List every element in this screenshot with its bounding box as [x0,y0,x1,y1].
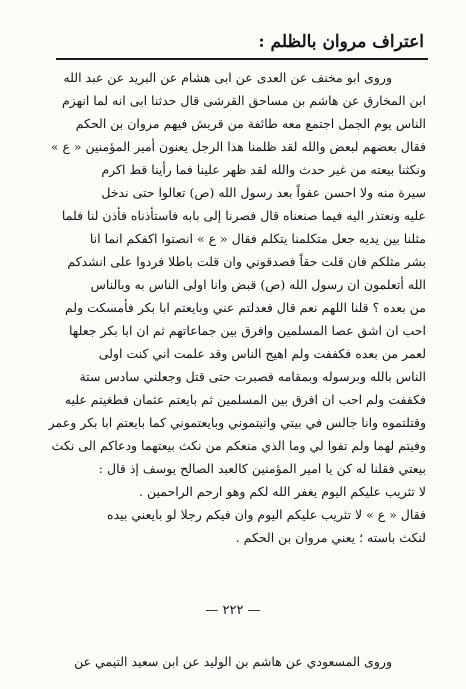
text-line: احب ان اشق عصا المسلمين وافرق بين جماعاتهم ثم ان ابا بكر جعلها [69,323,426,338]
text-line: الناس بالله وبرسوله وبمقامه فصبرت حتى قتل وجعلني سادس ستة [79,369,426,384]
text-line: بشر مثلكم فان قلت حقاً فصدقوني وان قلت باطلا فردوا على انشدكم [67,254,426,269]
text-line: فقال بعضهم لبعض والله لقد ظلمنا هذا الرجل يعنون أمير المؤمنين « ع » [50,139,426,154]
header-divider [56,58,428,60]
text-line: مثلنا بين يديه جعل متكلمنا يتكلم فقال « ع » انصتوا اكفكم انما انا [89,231,426,246]
text-line: ابن المخارق عن هاشم بن مساحق القرشى قال حدثنا ابى انه لما انهزم [61,93,426,108]
continuation-text: وروى المسعودي عن هاشم بن الوليد عن ابن سعيد التيمي عن [74,654,392,669]
text-line: الله أتعلمون ان رسول الله (ص) قبض وانا اولى الناس به وبالناس [90,277,426,292]
page-number: — ٢٢٢ — [205,603,261,618]
section-heading: اعتراف مروان بالظلم : [258,32,424,52]
text-line: لعمر من بعده فكففت ولم اهيج الناس وقد علمت اني كنت اولى [98,346,426,361]
text-line: وقتلتموه وانا جالس في بيتي واتيتموني وبايعتموني كما بايعتم ابا بكر وعمر [48,415,426,430]
quote-line: لا تثريب عليكم اليوم يغفر الله لكم وهو ارحم الراحمين . [139,484,426,499]
text-line: الناس يوم الجمل اجتمع معه طائفة من قريش فيهم مروان بن الحكم [75,116,426,131]
continuation-line [48,654,426,669]
text-line: فكففت ولم احب ان افرق بين المسلمين ثم بايعتم عثمان فطغيتم عليه [64,392,426,407]
text-line: بيعتي فقلنا له كن يا امير المؤمنين كالعبد الصالح يوسف إذ قال : [98,461,426,476]
text-line: وروى ابو مخنف عن العدى عن ابى هشام عن البريد عن عبد الله [63,70,392,85]
text-line: عليه ونعتذر اليه فيما صنعناه قال فصرنا إلى بابه فاستأذناه فأذن لنا فلما [61,208,426,223]
text-line: من بعده ؟ قلنا اللهم نعم قال فعدلتم عني وبايعتم ابا بكر فأمسكت ولم [64,300,426,315]
text-line: فقال « ع » لا تثريب عليكم اليوم وان فيكم رجلا لو بايعني بيده [107,507,426,522]
text-line: ونكثنا بيعته من غير حدث والله لقد ظهر علينا فما رأينا قط اكرم [101,162,426,177]
page-body [48,66,426,549]
text-line: لنكث باسته ؛ يعني مروان بن الحكم . [235,530,426,545]
text-line: سيرة منه ولا احسن عفواً بعد رسول الله (ص) تعالوا حتى ندخل [101,185,426,200]
text-line: وفيتم لهما ولم تفوا لي وما الذي منعكم من نكث بيعتهما ودعاكم الى نكث [51,438,426,453]
